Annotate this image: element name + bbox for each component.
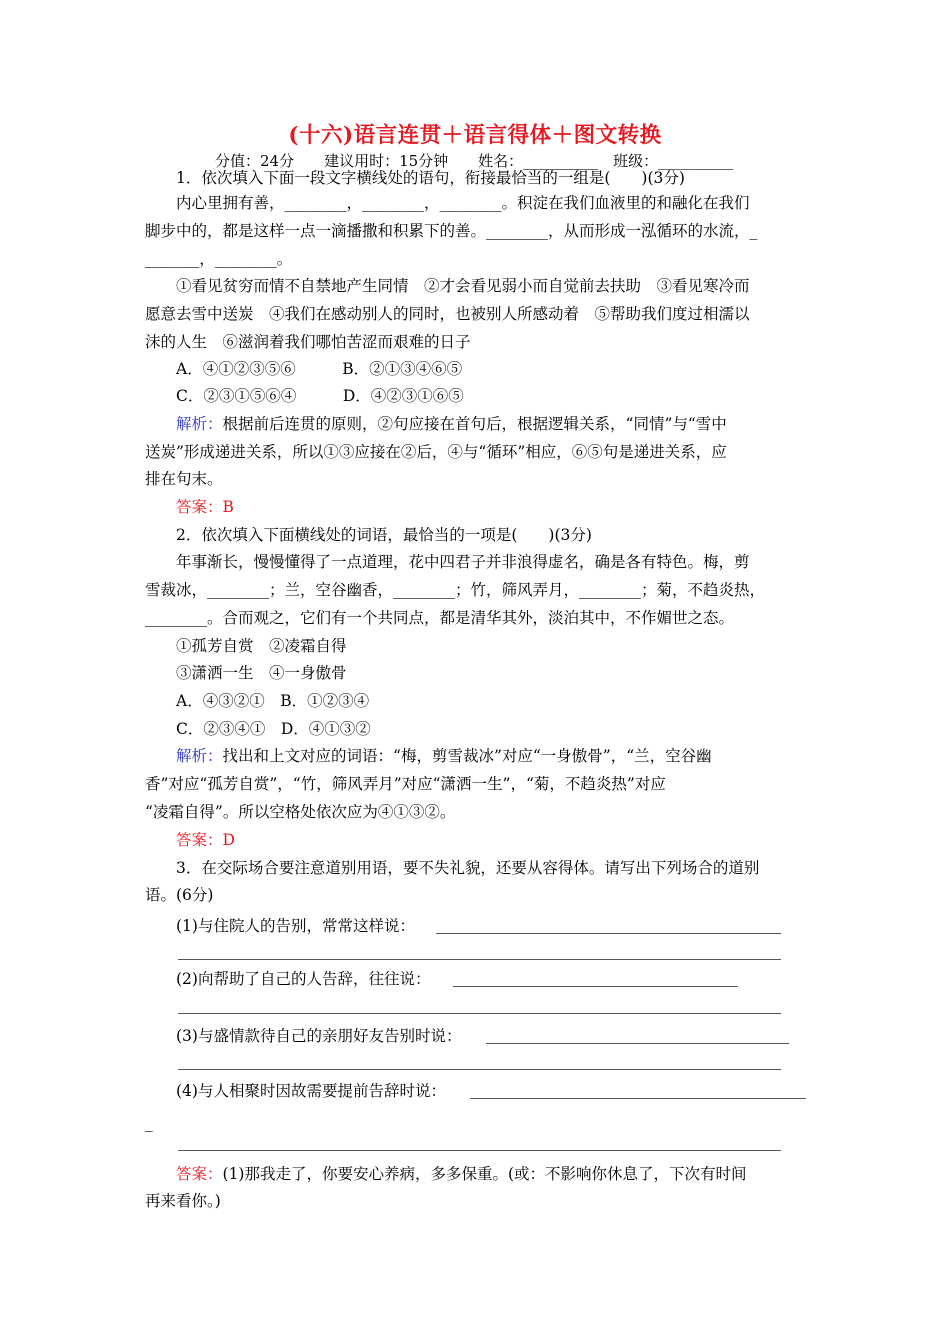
q2-options-line: ①孤芳自赏 ②凌霜自得 [176, 637, 347, 655]
q1-options-line: ①看见贫穷而情不自禁地产生同情 ②才会看见弱小而自觉前去扶助 ③看见寒冷而 [176, 277, 750, 295]
q1-choices-ab: A．④①②③⑤⑥ B．②①③④⑥⑤ [176, 360, 463, 378]
answer-blank-line [453, 986, 738, 987]
q3-stem-line: 语。(6分) [145, 886, 214, 904]
q3-sub4-tail: _ [145, 1114, 153, 1132]
page-title: (十六)语言连贯＋语言得体＋图文转换 [288, 123, 662, 148]
analysis-label: 解析： [176, 415, 223, 433]
q2-analysis-line: “凌霜自得”。所以空格处依次应为④①③②。 [145, 803, 456, 821]
q3-sub2-prompt: (2)向帮助了自己的人告辞，往往说： [176, 970, 431, 988]
q1-stem: 1．依次填入下面一段文字横线处的语句，衔接最恰当的一组是( )(3分) [176, 169, 685, 187]
q3-answer-line: 再来看你。) [145, 1192, 221, 1210]
q1-passage-line: 内心里拥有善，________，________，________。积淀在我们血液里的和融化在我们 [176, 194, 750, 212]
q1-passage-line: 脚步中的，都是这样一点一滴播撒和积累下的善。________，从而形成一泓循环的水流，_ [145, 222, 758, 240]
answer-text: (1)那我走了，你要安心养病，多多保重。(或：不影响你休息了，下次有时间 [222, 1165, 747, 1183]
analysis-text: 找出和上文对应的词语：“梅，剪雪裁冰”对应“一身傲骨”，“兰，空谷幽 [222, 747, 712, 765]
answer-blank-line [178, 1069, 781, 1070]
q3-stem: 3．在交际场合要注意道别用语，要不失礼貌，还要从容得体。请写出下列场合的道别 [176, 859, 760, 877]
q2-passage-line: 年事渐长，慢慢懂得了一点道理，花中四君子并非浪得虚名，确是各有特色。梅，剪 [176, 553, 750, 571]
answer-blank-line [178, 1150, 781, 1151]
q1-answer: 答案：B [176, 498, 234, 516]
q2-choices-ab: A．④③②① B．①②③④ [176, 692, 370, 710]
answer-blank-line [178, 959, 781, 960]
q1-analysis-line: 排在句末。 [145, 470, 223, 488]
q1-passage-line: _______，________。 [145, 250, 293, 268]
q2-analysis-line: 香”对应“孤芳自赏”，“竹，筛风弄月”对应“潇洒一生”，“菊，不趋炎热”对应 [145, 775, 666, 793]
q1-options-line: 愿意去雪中送炭 ④我们在感动别人的同时，也被别人所感动着 ⑤帮助我们度过相濡以 [145, 305, 750, 323]
q2-stem: 2．依次填入下面横线处的词语，最恰当的一项是( )(3分) [176, 526, 592, 544]
q1-analysis [176, 414, 727, 434]
analysis-label: 解析： [176, 747, 223, 765]
answer-blank-line [486, 1043, 789, 1044]
q2-choices-cd: C．②③④① D．④①③② [176, 720, 371, 738]
answer-label: 答案： [176, 1165, 223, 1183]
answer-blank-line [178, 1013, 781, 1014]
q2-answer: 答案：D [176, 831, 235, 849]
q1-analysis-line: 送炭”形成递进关系，所以①③应接在②后，④与“循环”相应，⑥⑤句是递进关系，应 [145, 443, 727, 461]
q3-answer [176, 1164, 747, 1184]
q3-sub1-prompt: (1)与住院人的告别，常常这样说： [176, 917, 415, 935]
q1-choices-cd: C．②③①⑤⑥④ D．④②③①⑥⑤ [176, 387, 464, 405]
answer-blank-line [470, 1098, 806, 1099]
q2-options-line: ③潇洒一生 ④一身傲骨 [176, 664, 347, 682]
q1-options-line: 沫的人生 ⑥滋润着我们哪怕苦涩而艰难的日子 [145, 333, 471, 351]
q3-sub4-prompt: (4)与人相聚时因故需要提前告辞时说： [176, 1082, 446, 1100]
analysis-text: 根据前后连贯的原则，②句应接在首句后，根据逻辑关系，“同情”与“雪中 [222, 415, 727, 433]
answer-blank-line [436, 933, 781, 934]
q2-passage-line: 雪裁冰，________；兰，空谷幽香，________；竹，筛风弄月，________；菊，不趋炎热， [145, 581, 766, 599]
q2-passage-line: ________。合而观之，它们有一个共同点，都是清华其外，淡泊其中，不作媚世之态。 [145, 609, 735, 627]
q2-analysis [176, 746, 712, 766]
score-time-name-class-line: 分值：24分 建议用时：15分钟 姓名：__________ 班级：__________ [215, 152, 734, 170]
q3-sub3-prompt: (3)与盛情款待自己的亲朋好友告别时说： [176, 1027, 462, 1045]
